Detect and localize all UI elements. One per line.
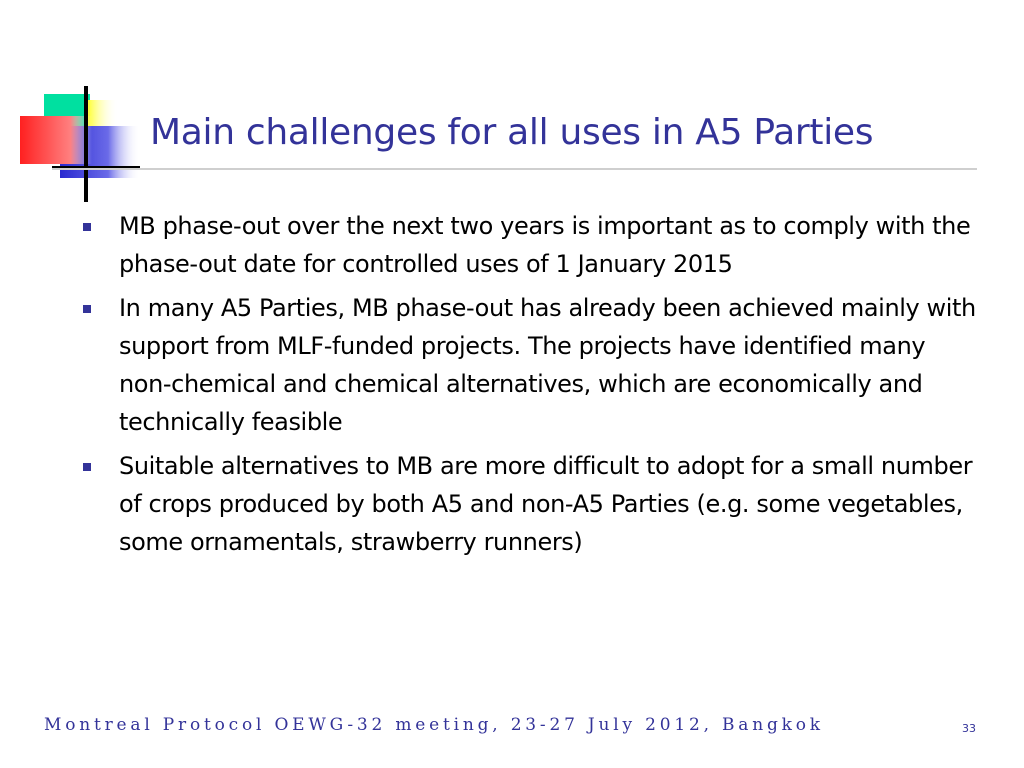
slide-title: Main challenges for all uses in A5 Parties — [150, 112, 874, 153]
logo-red-square — [20, 116, 92, 164]
title-divider — [52, 168, 977, 170]
logo-vertical-line — [84, 86, 88, 202]
bullet-item — [82, 289, 982, 441]
bullet-list — [82, 207, 982, 567]
page-number: 33 — [962, 722, 976, 735]
slide-footer: Montreal Protocol OEWG-32 meeting, 23-27 July 2012, Bangkok — [44, 715, 824, 735]
bullet-text: Suitable alternatives to MB are more difficult to adopt for a small number of crops produced by both A5 and non-A5 Parties (e.g. some vegetables, some ornamentals, strawberry runners) — [119, 452, 973, 556]
bullet-text: MB phase-out over the next two years is important as to comply with the phase-out date for controlled uses of 1 January 2015 — [119, 212, 971, 278]
bullet-item — [82, 447, 982, 561]
square-bullet-icon — [83, 223, 91, 231]
square-bullet-icon — [83, 305, 91, 313]
bullet-item — [82, 207, 982, 283]
bullet-text: In many A5 Parties, MB phase-out has already been achieved mainly with support from MLF-funded projects. The projects have identified many non-chemical and chemical alternatives, which are economically and technically feasible — [119, 294, 976, 436]
decorative-logo-icon — [0, 0, 140, 210]
square-bullet-icon — [83, 463, 91, 471]
